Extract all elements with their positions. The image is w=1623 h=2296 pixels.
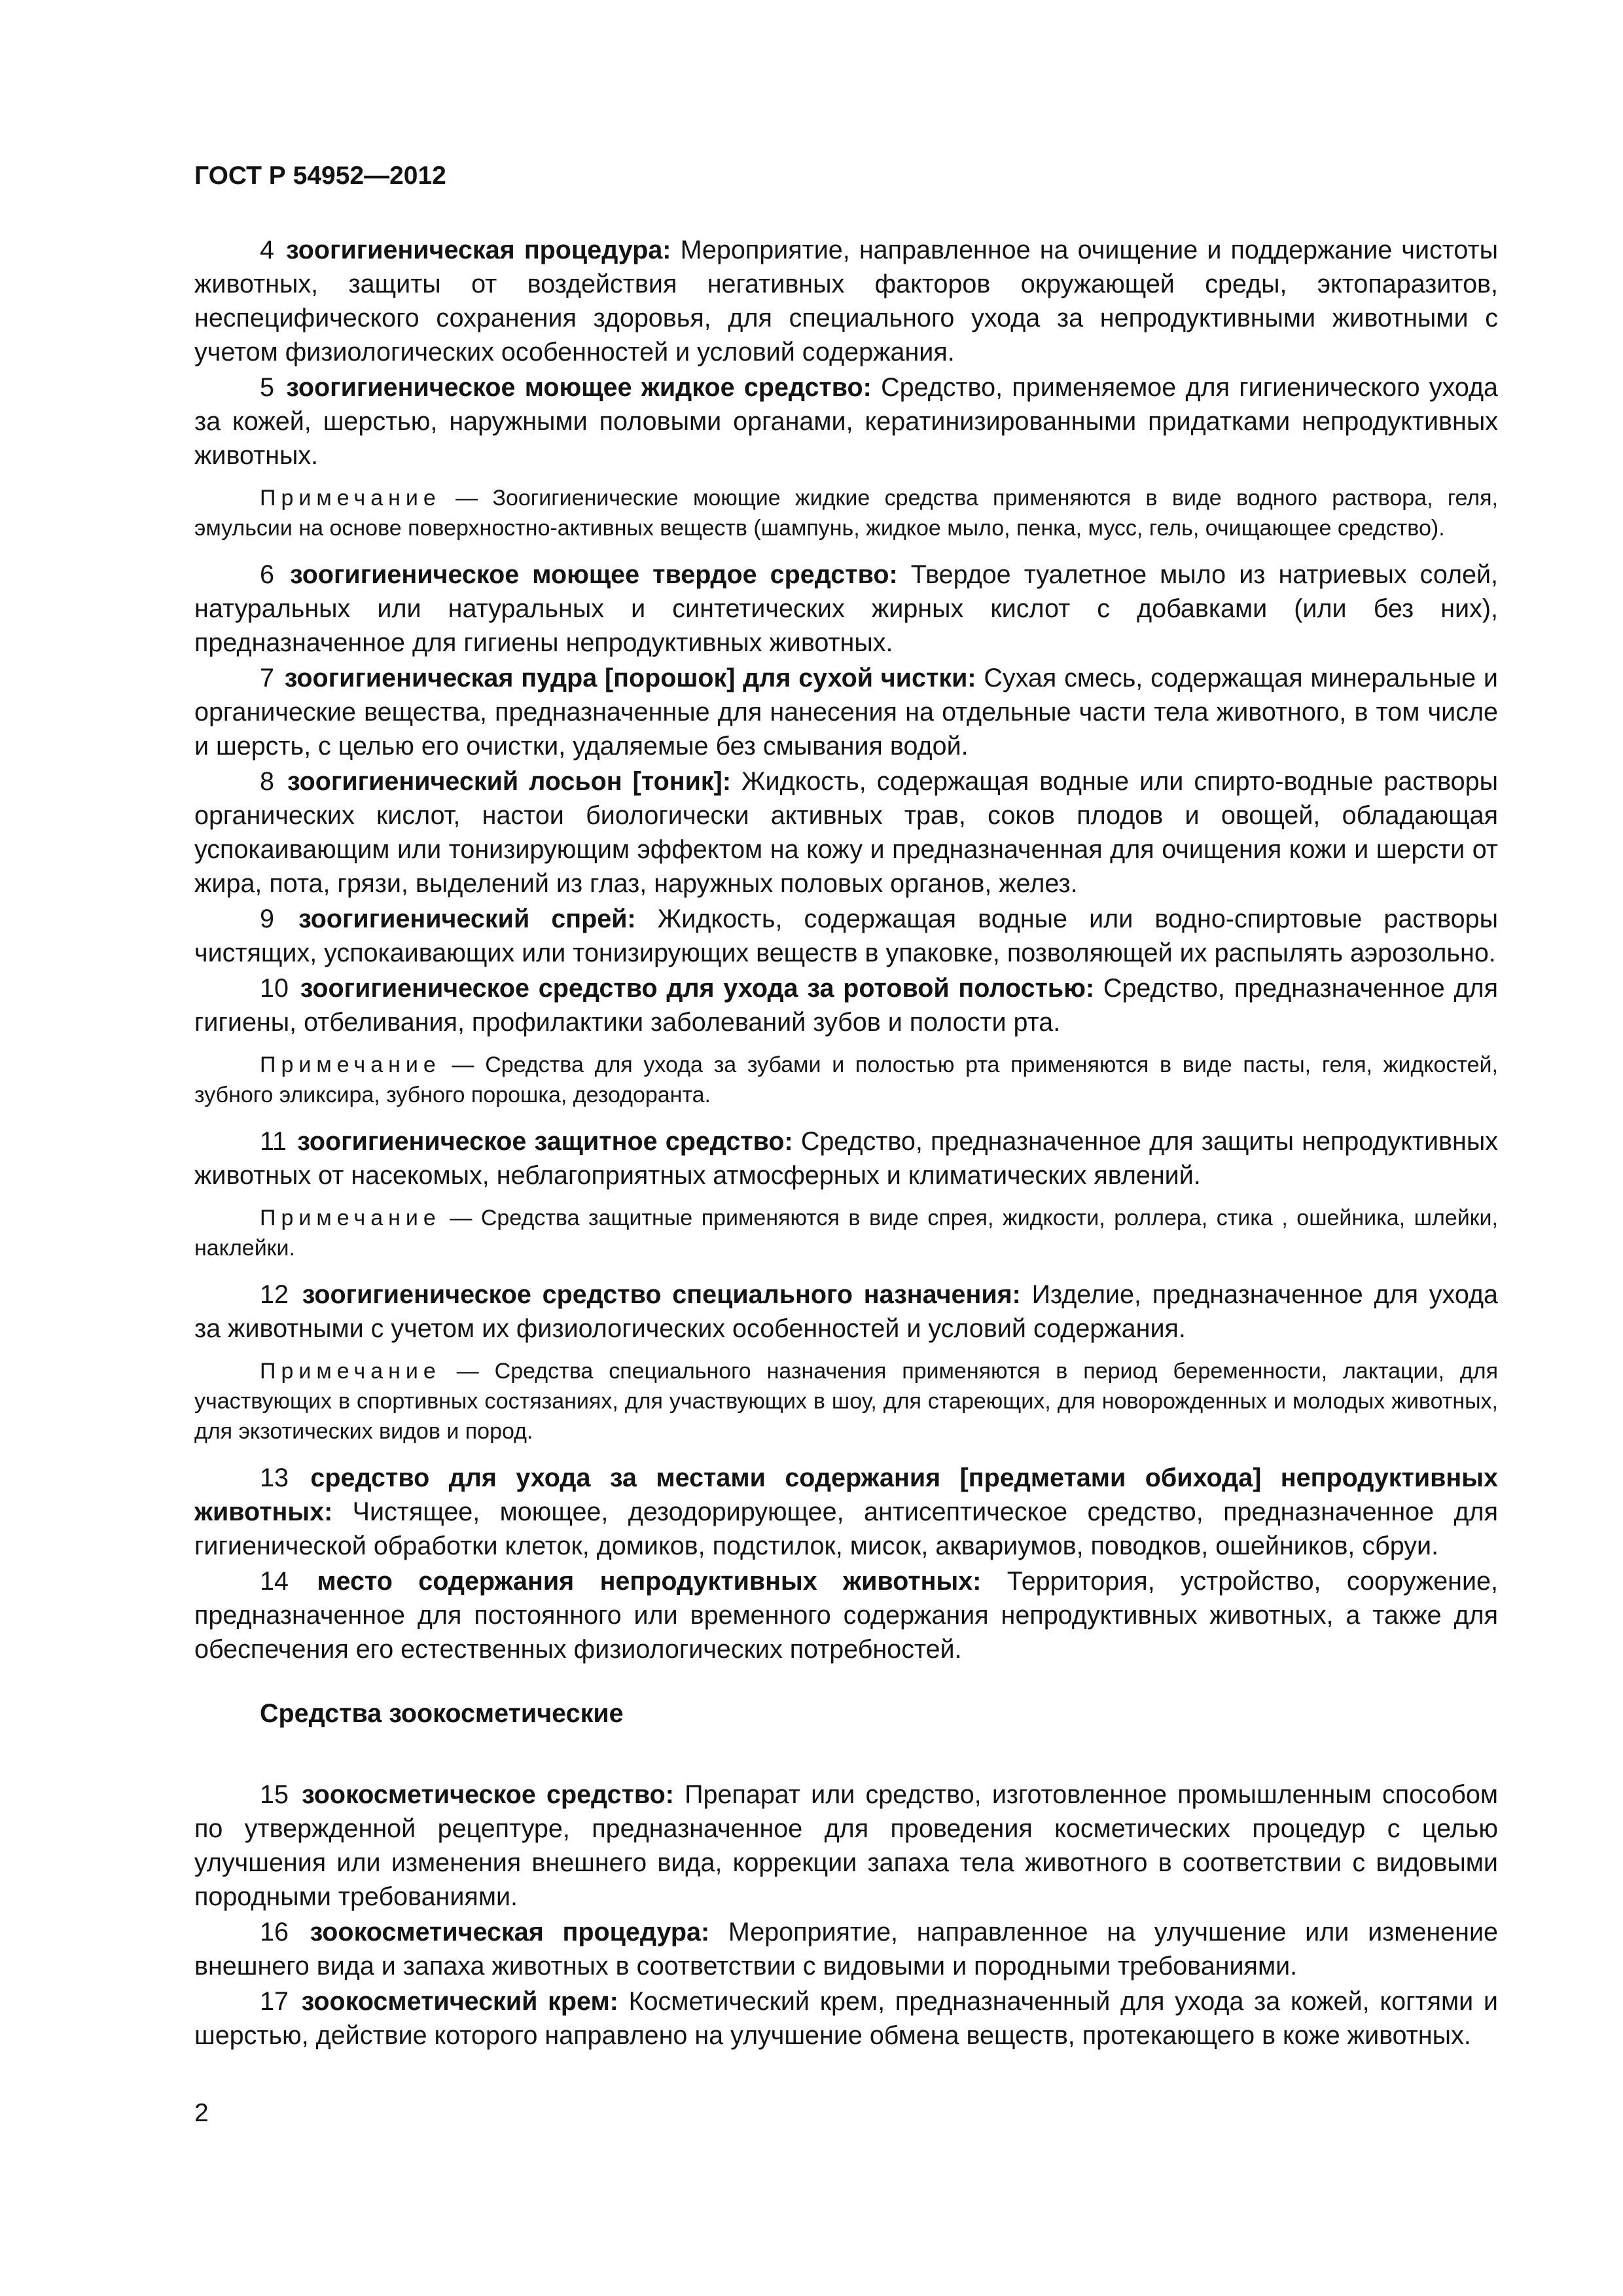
- term-definition: [194, 661, 1498, 763]
- note-text: — Средства для ухода за зубами и полостью рта применяются в виде пасты, геля, жидкостей, зубного эликсира, зубного порошка, дезодоранта.: [194, 1052, 1498, 1107]
- term-text: Средство, применяемое для гигиенического ухода за кожей, шерстью, наружными половыми органами, кератинизированными придатками непродуктивных животных.: [194, 373, 1499, 470]
- note: [194, 1203, 1498, 1263]
- term-definition: [194, 1278, 1498, 1346]
- term-definition: [194, 971, 1498, 1039]
- term-name: зоогигиенический спрей:: [298, 905, 636, 933]
- term-name: зоокосметическая процедура:: [310, 1918, 710, 1946]
- term-text: Мероприятие, направленное на очищение и поддержание чистоты животных, защиты от воздействия негативных факторов окружающей среды, эктопаразитов, неспецифического сохранения здоровья, для специального ухода за непродуктивными животными с учетом физиологических особенностей и условий содержания.: [194, 236, 1499, 367]
- term-text: Жидкость, содержащая водные или спирто-водные растворы органических кислот, настои биологически активных трав, соков плодов и овощей, обладающая успокаивающим или тонизирующим эффектом на кожу и предназначенная для очищения кожи и шерсти от жира, пота, грязи, выделений из глаз, наружных половых органов, желез.: [194, 767, 1499, 898]
- term-number: 4: [260, 236, 274, 264]
- term-text: Твердое туалетное мыло из натриевых солей, натуральных или натуральных и синтетических жирных кислот с добавками (или без них), предназначенное для гигиены непродуктивных животных.: [194, 560, 1498, 657]
- document-header: ГОСТ Р 54952—2012: [194, 162, 446, 190]
- term-number: 13: [260, 1463, 289, 1492]
- page-number: 2: [194, 2099, 209, 2127]
- term-number: 17: [260, 1987, 289, 2016]
- term-number: 12: [260, 1280, 289, 1309]
- term-name: зоокосметический крем:: [301, 1987, 618, 2016]
- term-text: Средство, предназначенное для защиты непродуктивных животных от насекомых, неблагоприятных атмосферных и климатических явлений.: [194, 1127, 1498, 1190]
- term-text: Сухая смесь, содержащая минеральные и органические вещества, предназначенные для нанесения на отдельные части тела животного, в том числе и шерсть, с целью его очистки, удаляемые без смывания водой.: [194, 664, 1498, 761]
- term-name: средство для ухода за местами содержания [предметами обихода] непродуктивных животных:: [194, 1463, 1498, 1526]
- term-definition: [194, 1984, 1498, 2053]
- term-name: зоогигиеническое моющее твердое средство:: [290, 560, 898, 589]
- note-label: Примечание: [260, 1052, 441, 1077]
- term-text: Территория, устройство, сооружение, предназначенное для постоянного или временного содержания непродуктивных животных, а также для обеспечения его естественных физиологических потребностей.: [194, 1567, 1498, 1664]
- term-name: зоокосметическое средство:: [302, 1780, 674, 1809]
- term-definition: [194, 1461, 1498, 1563]
- term-name: место содержания непродуктивных животных:: [317, 1567, 982, 1596]
- term-number: 6: [260, 560, 274, 589]
- term-definition: [194, 1564, 1498, 1666]
- term-name: зоогигиеническое защитное средство:: [297, 1127, 793, 1156]
- term-number: 7: [260, 664, 274, 692]
- term-definition: [194, 1915, 1498, 1983]
- note-label: Примечание: [260, 486, 441, 511]
- term-number: 8: [260, 767, 274, 796]
- document-page: [194, 160, 1498, 2054]
- term-text: Жидкость, содержащая водные или водно-спиртовые растворы чистящих, успокаивающих или тонизирующих веществ в упаковке, позволяющей их распылять аэрозольно.: [194, 905, 1498, 967]
- note: [194, 1050, 1498, 1110]
- term-name: зоогигиеническая процедура:: [286, 236, 671, 264]
- section-title: Средства зоокосметические: [260, 1699, 624, 1728]
- term-definition: [194, 233, 1498, 369]
- term-text: Косметический крем, предназначенный для ухода за кожей, когтями и шерстью, действие которого направлено на улучшение обмена веществ, протекающего в коже животных.: [194, 1987, 1498, 2050]
- term-number: 10: [260, 974, 289, 1003]
- term-name: зоогигиеническое средство специального назначения:: [302, 1280, 1021, 1309]
- term-number: 11: [260, 1127, 287, 1156]
- term-name: зоогигиеническое моющее жидкое средство:: [286, 373, 872, 402]
- term-number: 14: [260, 1567, 289, 1596]
- term-definition: [194, 1124, 1498, 1193]
- term-definition: [194, 1778, 1498, 1914]
- note-label: Примечание: [260, 1359, 441, 1384]
- term-number: 16: [260, 1918, 289, 1946]
- term-definition: [194, 902, 1498, 970]
- note-text: — Средства специального назначения применяются в период беременности, лактации, для участвующих в спортивных состязаниях, для участвующих в шоу, для стареющих, для новорожденных и молодых животных, для экзотических видов и пород.: [194, 1359, 1498, 1444]
- note: [194, 1356, 1498, 1446]
- term-number: 5: [260, 373, 274, 402]
- term-definition: [194, 558, 1498, 660]
- note-text: — Средства защитные применяются в виде спрея, жидкости, роллера, стика , ошейника, шлейки, наклейки.: [194, 1206, 1498, 1261]
- term-text: Изделие, предназначенное для ухода за животными с учетом их физиологических особенностей и условий содержания.: [194, 1280, 1498, 1343]
- note-label: Примечание: [260, 1206, 441, 1230]
- term-text: Средство, предназначенное для гигиены, отбеливания, профилактики заболеваний зубов и полости рта.: [194, 974, 1498, 1037]
- term-text: Чистящее, моющее, дезодорирующее, антисептическое средство, предназначенное для гигиенической обработки клеток, домиков, подстилок, мисок, аквариумов, поводков, ошейников, сбруи.: [194, 1498, 1498, 1560]
- term-text: Мероприятие, направленное на улучшение или изменение внешнего вида и запаха животных в соответствии с видовыми и породными требованиями.: [194, 1918, 1498, 1981]
- term-number: 9: [260, 905, 274, 933]
- term-name: зоогигиенический лосьон [тоник]:: [287, 767, 731, 796]
- term-name: зоогигиеническое средство для ухода за ротовой полостью:: [300, 974, 1095, 1003]
- term-text: Препарат или средство, изготовленное промышленным способом по утвержденной рецептуре, предназначенное для проведения косметических процедур с целью улучшения или изменения внешнего вида, коррекции запаха тела животного в соответствии с видовыми породными требованиями.: [194, 1780, 1498, 1911]
- term-definition: [194, 370, 1498, 473]
- term-name: зоогигиеническая пудра [порошок] для сухой чистки:: [284, 664, 976, 692]
- note: [194, 483, 1498, 543]
- term-number: 15: [260, 1780, 289, 1809]
- note-text: — Зоогигиенические моющие жидкие средства применяются в виде водного раствора, геля, эмульсии на основе поверхностно-активных веществ (шампунь, жидкое мыло, пенка, мусс, гель, очищающее средство).: [194, 486, 1498, 541]
- term-definition: [194, 764, 1498, 901]
